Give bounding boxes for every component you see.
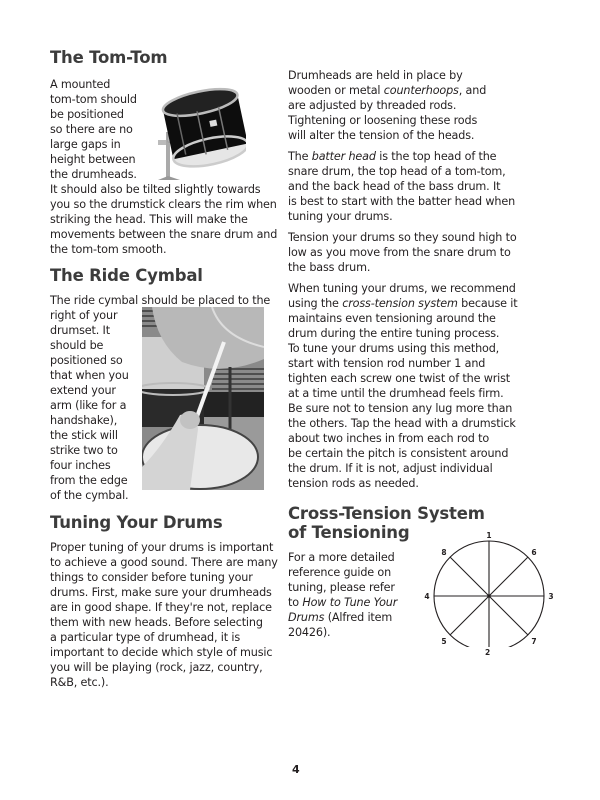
- text-line: be certain the pitch is consistent around: [288, 447, 509, 460]
- text-line: To tune your drums using this method,: [288, 342, 500, 355]
- text-line: movements between the snare drum and: [50, 228, 278, 241]
- text-line: the others. Tap the head with a drumstick: [288, 417, 516, 430]
- text-line: tuning, please refer: [288, 581, 395, 594]
- text-line: of the cymbal.: [50, 489, 129, 502]
- text-line: tuning your drums.: [288, 210, 393, 223]
- text-line: Drums (Alfred item: [288, 611, 393, 624]
- text-line: drums. First, make sure your drumheads: [50, 586, 272, 599]
- text-line: striking the head. This will make the: [50, 213, 248, 226]
- text-line: tension rods as needed.: [288, 477, 419, 490]
- text-line: using the cross-tension system because it: [288, 297, 518, 310]
- text-line: R&B, etc.).: [50, 676, 109, 689]
- text-line: low as you move from the snare drum to: [288, 246, 511, 259]
- diagram-label-5: 5: [441, 637, 447, 646]
- text-line: Tension your drums so they sound high to: [288, 231, 517, 244]
- section-cross-tension-system: [288, 504, 558, 657]
- diagram-label-1: 1: [486, 532, 492, 540]
- text-line: tighten each screw one twist of the wrist: [288, 372, 511, 385]
- diagram-label-7: 7: [531, 637, 537, 646]
- text-line: height between: [50, 153, 136, 166]
- text-line: Proper tuning of your drums is important: [50, 541, 274, 554]
- heading-ride-cymbal: The Ride Cymbal: [50, 266, 203, 285]
- text-line: right of your: [50, 309, 118, 322]
- heading-tom-tom: The Tom-Tom: [50, 48, 168, 67]
- heading-tuning-your-drums: Tuning Your Drums: [50, 513, 223, 532]
- section-tuning-your-drums: [50, 513, 282, 690]
- text-line: wooden or metal counterhoops, and: [288, 84, 487, 97]
- text-line: drum during the entire tuning process.: [288, 327, 500, 340]
- diagram-label-3: 3: [548, 592, 554, 601]
- tom-tom-drum-photo-icon: [150, 80, 246, 180]
- text-line: a particular type of drumhead, it is: [50, 631, 241, 644]
- text-line: you so the drumstick clears the rim when: [50, 198, 277, 211]
- text-line: When tuning your drums, we recommend: [288, 282, 516, 295]
- emphasis-batter-head: batter head: [311, 150, 376, 163]
- paragraph-counterhoops: [288, 68, 548, 143]
- text-line: Tightening or loosening these rods: [288, 114, 478, 127]
- text-line: are adjusted by threaded rods.: [288, 99, 457, 112]
- paragraph-tension-high-low: [288, 230, 548, 275]
- text-line: important to decide which style of music: [50, 646, 273, 659]
- right-column: [288, 68, 554, 657]
- emphasis-counterhoops: counterhoops: [383, 84, 459, 97]
- text-line: them with new heads. Before selecting: [50, 616, 263, 629]
- tom-tom-wrapped-text: [50, 77, 150, 182]
- text-line: positioned so: [50, 354, 123, 367]
- text-line: 20426).: [288, 626, 331, 639]
- text-line: the bass drum.: [288, 261, 371, 274]
- text-line: things to consider before tuning your: [50, 571, 253, 584]
- emphasis-book-title: Drums: [288, 611, 325, 624]
- text-line: start with tension rod number 1 and: [288, 357, 486, 370]
- text-line: arm (like for a: [50, 399, 127, 412]
- paragraph-cross-tension-method: [288, 281, 548, 491]
- cross-tension-reference-text: [288, 550, 398, 640]
- section-ride-cymbal: [50, 266, 280, 503]
- text-line: is best to start with the batter head when: [288, 195, 516, 208]
- text-line: drumset. It: [50, 324, 110, 337]
- text-line: snare drum, the top head of a tom-tom,: [288, 165, 506, 178]
- text-line: Be sure not to tension any lug more than: [288, 402, 513, 415]
- text-line: be positioned: [50, 108, 124, 121]
- text-line: A mounted: [50, 78, 111, 91]
- emphasis-book-title: How to Tune Your: [302, 596, 398, 609]
- text-line: to How to Tune Your: [288, 596, 398, 609]
- cross-tension-diagram-icon: [416, 532, 561, 657]
- diagram-label-6: 6: [531, 548, 537, 557]
- text-line: the drum. If it is not, adjust individual: [288, 462, 493, 475]
- text-line: that when you: [50, 369, 129, 382]
- emphasis-cross-tension-system: cross-tension system: [342, 297, 458, 310]
- text-line: large gaps in: [50, 138, 121, 151]
- text-line: to achieve a good sound. There are many: [50, 556, 278, 569]
- page-number: 4: [292, 763, 300, 776]
- text-line: you will be playing (rock, jazz, country,: [50, 661, 263, 674]
- diagram-label-4: 4: [424, 592, 430, 601]
- diagram-label-8: 8: [441, 548, 447, 557]
- heading-cross-tension: Cross-Tension System of Tensioning: [288, 504, 485, 542]
- text-line: maintains even tensioning around the: [288, 312, 496, 325]
- text-line: Drumheads are held in place by: [288, 69, 463, 82]
- text-line: For a more detailed: [288, 551, 395, 564]
- text-line: the tom-tom smooth.: [50, 243, 167, 256]
- text-line: about two inches in from each rod to: [288, 432, 490, 445]
- text-line: and the back head of the bass drum. It: [288, 180, 501, 193]
- text-line: handshake),: [50, 414, 118, 427]
- text-line: reference guide on: [288, 566, 392, 579]
- text-line: extend your: [50, 384, 116, 397]
- text-line: will alter the tension of the heads.: [288, 129, 475, 142]
- text-line: It should also be tilted slightly towards: [50, 183, 261, 196]
- text-line: The ride cymbal should be placed to the: [50, 294, 271, 307]
- text-line: from the edge: [50, 474, 128, 487]
- text-line: at a time until the drumhead feels firm.: [288, 387, 504, 400]
- text-line: tom-tom should: [50, 93, 137, 106]
- text-line: should be: [50, 339, 104, 352]
- diagram-label-2: 2: [485, 648, 491, 657]
- paragraph-batter-head: [288, 149, 548, 224]
- ride-cymbal-photo-icon: [142, 307, 264, 490]
- text-line: strike two to: [50, 444, 118, 457]
- text-line: the drumheads.: [50, 168, 137, 181]
- section-tom-tom: [50, 48, 280, 257]
- text-line: the stick will: [50, 429, 118, 442]
- text-line: are in good shape. If they're not, replace: [50, 601, 272, 614]
- text-line: so there are no: [50, 123, 133, 136]
- text-line: The batter head is the top head of the: [288, 150, 497, 163]
- text-line: four inches: [50, 459, 111, 472]
- ride-wrapped-text: [50, 308, 140, 503]
